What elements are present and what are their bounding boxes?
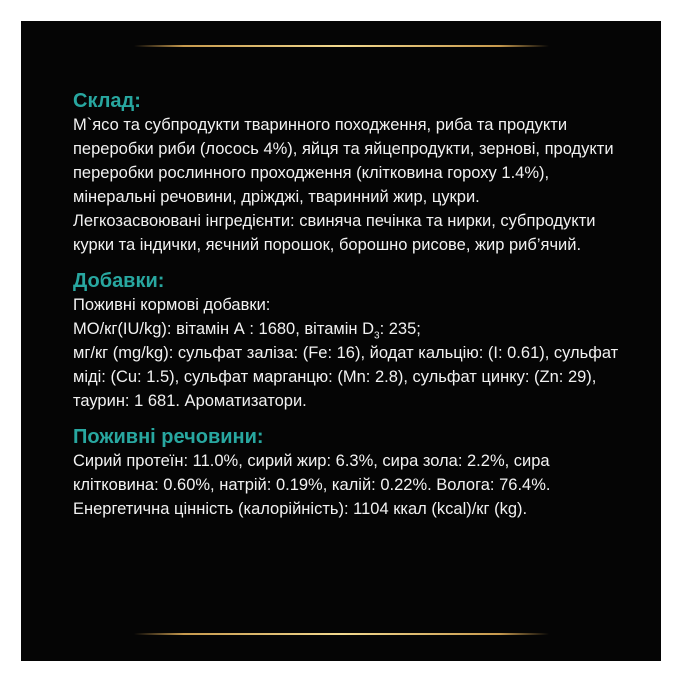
content — [73, 89, 633, 533]
nutrients-section — [73, 425, 633, 521]
vitamins-text: МО/кг(IU/kg): вітамін А : 1680, вітамін D — [73, 320, 374, 338]
gold-divider-top — [134, 45, 549, 47]
composition-section — [73, 89, 633, 257]
vitamins-suffix: : 235; — [379, 320, 421, 338]
nutrients-title: Поживні речовини: — [73, 426, 264, 448]
composition-text: М`ясо та субпродукти тваринного походження, риба та продукти переробки риби (лосось 4%), яйця та яйцепродукти, зернові, продукти переробки рослинного проходження (клітковина гороху 1.4%), мінеральні речовини, дріжджі, тваринний жир, цукри. — [73, 116, 614, 206]
additives-title: Добавки: — [73, 270, 165, 292]
additives-minerals: мг/кг (mg/kg): сульфат заліза: (Fe: 16), йодат кальцію: (I: 0.61), сульфат міді: (Cu: 1.5), сульфат марганцю: (Mn: 2.8), сульфат цинку: (Zn: 29), таурин: 1 681. Ароматизатори. — [73, 344, 619, 410]
additives-section — [73, 269, 633, 413]
additives-intro: Поживні кормові добавки: — [73, 296, 271, 314]
info-panel — [21, 21, 661, 661]
composition-easy-ingredients: Легкозасвоювані інгредієнти: свиняча печінка та нирки, субпродукти курки та індички, яєчний порошок, борошно рисове, жир риб’ячий. — [73, 212, 596, 254]
nutrients-analysis: Сирий протеїн: 11.0%, сирий жир: 6.3%, сира зола: 2.2%, сира клітковина: 0.60%, натрій: 0.19%, калій: 0.22%. Волога: 76.4%. — [73, 452, 551, 494]
energy-value: Енергетична цінність (калорійність): 1104 ккал (kcal)/кг (kg). — [73, 500, 528, 518]
additives-vitamins — [73, 317, 633, 341]
gold-divider-bottom — [134, 633, 549, 635]
vitamin-d-subscript: 3 — [374, 330, 380, 342]
composition-title: Склад: — [73, 90, 141, 112]
